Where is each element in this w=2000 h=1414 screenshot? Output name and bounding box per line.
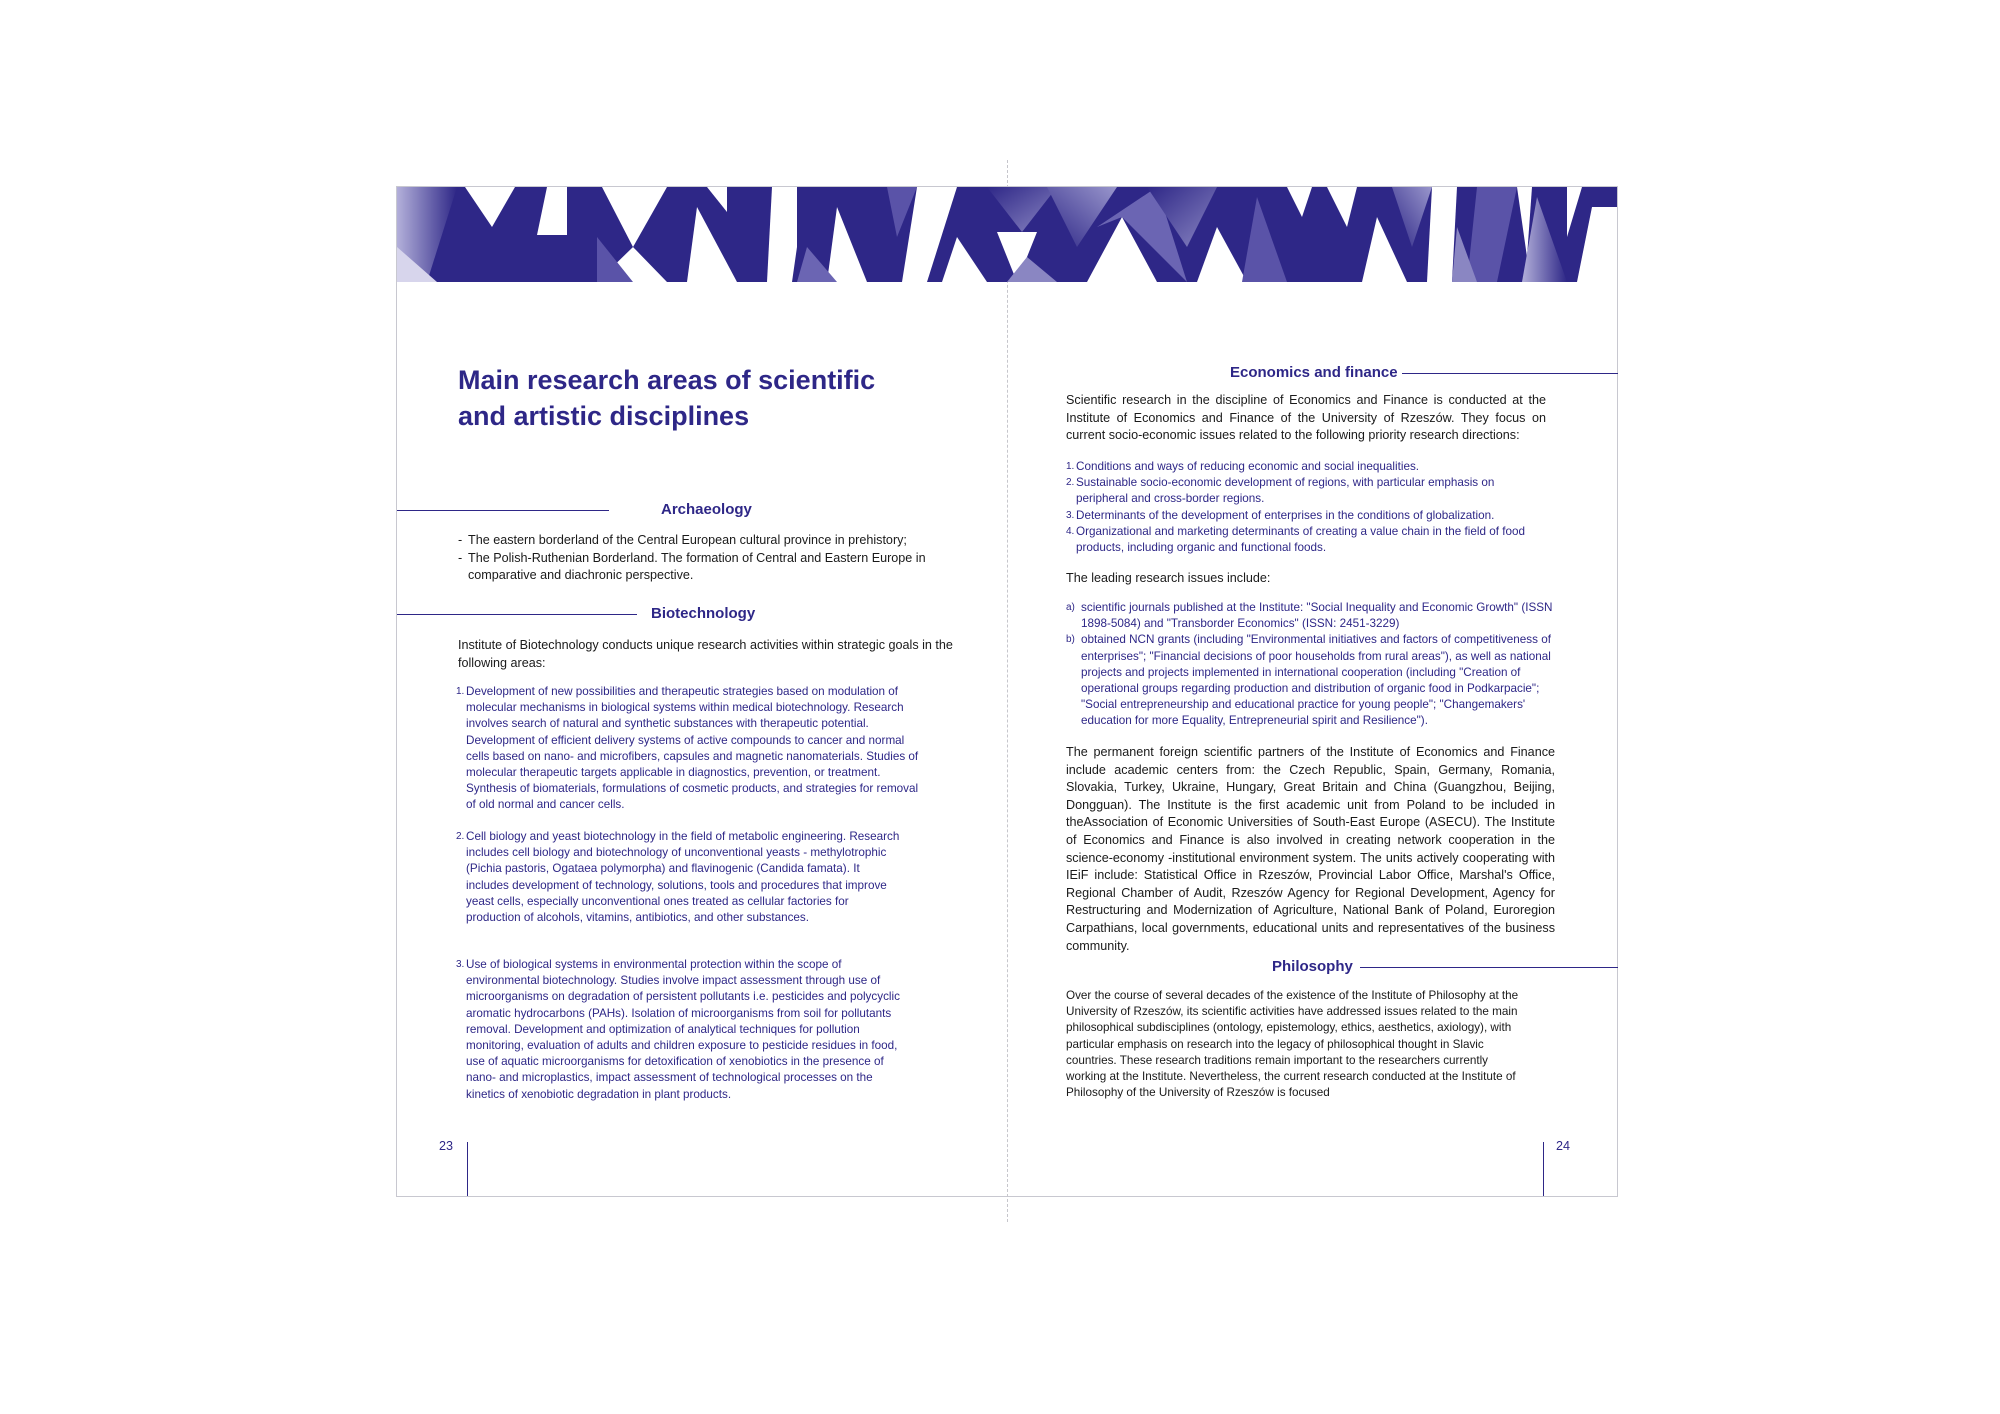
list-item: 1. Conditions and ways of reducing economic and social inequalities. [1066,460,1420,473]
leading-issues-intro: The leading research issues include: [1066,571,1271,585]
biotechnology-intro: Institute of Biotechnology conducts unique research activities within strategic goals in the following areas: [458,638,953,670]
archaeology-heading-label: Archaeology [661,501,752,518]
archaeology-heading [397,498,752,522]
list-item: 2. Sustainable socio-economic development of regions, with particular emphasis on peripheral and cross-border regions. [1066,476,1495,506]
list-item: 1. Development of new possibilities and therapeutic strategies based on modulation of molecular mechanisms in biological systems within medical biotechnology. Research involves search of natural and synthetic substances with therapeutic potential. Development of efficient delivery systems of active compounds to cancer and normal cells based on nano- and microfibers, capsules and magnetic nanomaterials. Studies of molecular therapeutic targets applicable in diagnostics, prevention, or treatment. Synthesis of biomaterials, formulations of cosmetic products, and strategies for removal of old normal and cancer cells. [456,685,919,812]
geometric-pattern [397,187,1617,282]
philosophy-heading-label: Philosophy [1272,958,1353,975]
title-line-2: and artistic disciplines [458,401,750,431]
list-item: b) obtained NCN grants (including "Environmental initiatives and factors of competitiveness of enterprises"; "Financial decisions of poor households from rural areas"), as well as national projects and projects implemented in international cooperation (including "Creation of operational groups regarding production and distribution of organic food in Podkarpacie"; "Social entrepreneurship and educational practice for young people"; "Changemakers' education for more Equality, Entrepreneurial spirit and Resilience"). [1066,633,1551,728]
page-number-left: 23 [439,1139,454,1153]
leading-issues-list [1066,600,1564,730]
list-item: 2. Cell biology and yeast biotechnology in the field of metabolic engineering. Research includes cell biology and biotechnology of unconventional yeasts - methylotrophic (Pichia pastoris, Ogataea polymorpha) and flavinogenic (Candida famata). It includes development of technology, solutions, tools and procedures that improve yeast cells, especially unconventional ones treated as cellular factories for production of alcohols, vitamins, antibiotics, and other substances. [456,830,900,925]
folio-rule-right [1543,1142,1544,1196]
economics-heading-rule [1402,373,1618,374]
archaeology-list [458,532,958,585]
economics-partners: The permanent foreign scientific partners of the Institute of Economics and Finance include academic centers from: the Czech Republic, Spain, Germany, Romania, Slovakia, Turkey, Ukraine, Hungary, Great Britain and China (Guangzhou, Beijing, Dongguan). The Institute is the first academic unit from Poland to be included in theAssociation of Economic Universities of South-East Europe (ASECU). The Institute of Economics and Finance is also involved in creating network cooperation in the science-economy -institutional environment system. The units actively cooperating with IEiF include: Statistical Office in Rzeszów, Provincial Labor Office, Marshal's Office, Regional Chamber of Audit, Rzeszów Agency for Regional Development, Agency for Restructuring and Modernization of Agriculture, National Bank of Poland, Euroregion Carpathians, local governments, educational units and representatives of the business community. [1066,745,1555,953]
biotechnology-area-2 [456,829,901,926]
center-fold-line [1007,160,1008,1222]
economics-intro: Scientific research in the discipline of Economics and Finance is conducted at the Institute of Economics and Finance of the University of Rzeszów. They focus on current socio-economic issues related to the following priority research directions: [1066,393,1546,443]
economics-directions [1066,459,1526,556]
archaeology-heading-rule [397,510,609,511]
list-item: - The eastern borderland of the Central European cultural province in prehistory; [458,533,907,547]
list-item: 4. Organizational and marketing determinants of creating a value chain in the field of food products, including organic and functional foods. [1066,524,1525,555]
biotechnology-area-3 [456,957,914,1103]
list-item: a) scientific journals published at the Institute: "Social Inequality and Economic Growth" (ISSN 1898-5084) and "Transborder Economics" (ISSN: 2451-3229) [1066,601,1553,631]
folio-rule-left [467,1142,468,1196]
list-item: 3. Use of biological systems in environmental protection within the scope of environmental biotechnology. Studies involve impact assessment through use of microorganisms on degradation of persistent pollutants i.e. pesticides and polycyclic aromatic hydrocarbons (PAHs). Isolation of microorganisms from soil for pollutants removal. Development and optimization of analytical techniques for pollution monitoring, evaluation of adults and children exposure to pesticide residues in food, use of aquatic microorganisms for detoxification of xenobiotics in the presence of nano- and microplastics, impact assessment of technological processes on the kinetics of xenobiotic degradation in plant products. [456,958,900,1101]
biotechnology-area-1 [456,684,921,814]
philosophy-heading-rule [1360,967,1618,968]
list-item: 3. Determinants of the development of enterprises in the conditions of globalization. [1066,508,1495,522]
page-number-right: 24 [1556,1139,1571,1153]
geometric-banner [397,187,1617,282]
page-title [458,362,978,434]
biotechnology-heading-label: Biotechnology [651,605,756,622]
philosophy-heading [1272,955,1618,979]
list-item: - The Polish-Ruthenian Borderland. The formation of Central and Eastern Europe in comparative and diachronic perspective. [458,550,926,583]
philosophy-text: Over the course of several decades of the existence of the Institute of Philosophy at the University of Rzeszów, its scientific activities have addressed issues related to the main philosophical subdisciplines (ontology, epistemology, ethics, aesthetics, axiology), with particular emphasis on research into the legacy of philosophical thought in Slavic countries. These research traditions remain important to the researchers currently working at the Institute. Nevertheless, the current research conducted at the Institute of Philosophy of the University of Rzeszów is focused [1066,989,1519,1100]
economics-heading [1230,361,1618,385]
biotechnology-heading-rule [397,614,637,615]
title-line-1: Main research areas of scientific [458,365,876,395]
biotechnology-heading [397,602,756,626]
economics-heading-label: Economics and finance [1230,364,1398,381]
